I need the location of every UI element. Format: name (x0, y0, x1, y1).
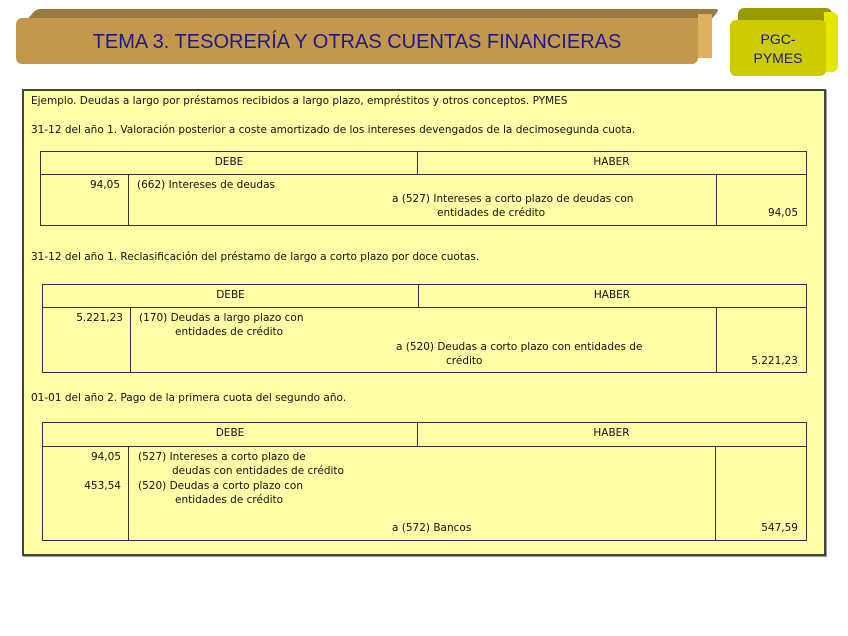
page-title: TEMA 3. TESORERÍA Y OTRAS CUENTAS FINANCIERAS (92, 31, 622, 53)
badge-label: PGC- PYMES (753, 31, 803, 66)
debit-account-cont: entidades de crédito (175, 326, 284, 338)
banner-side (698, 14, 712, 58)
haber-header: HABER (593, 156, 630, 168)
debit-amount: 453,54 (84, 480, 121, 492)
badge-side (824, 12, 838, 72)
debit-account: (520) Deudas a corto plazo con (138, 480, 303, 492)
credit-account-cont: entidades de crédito (437, 207, 546, 219)
debe-header: DEBE (215, 427, 245, 439)
debit-amount: 5.221,23 (76, 312, 123, 324)
debit-amount: 94,05 (90, 451, 121, 463)
debe-header: DEBE (216, 289, 245, 301)
entry-caption: 31-12 del año 1. Valoración posterior a coste amortizado de los intereses devengados de la decimosegunda cuota. (31, 124, 636, 136)
debit-account: (170) Deudas a largo plazo con (139, 312, 304, 324)
credit-amount: 547,59 (761, 522, 798, 534)
credit-account-cont: crédito (446, 355, 483, 367)
credit-account: a (520) Deudas a corto plazo con entidades de (396, 341, 643, 353)
debit-account: (662) Intereses de deudas (137, 179, 275, 191)
credit-account: a (527) Intereses a corto plazo de deudas con (392, 193, 634, 205)
intro-text: Ejemplo. Deudas a largo por préstamos recibidos a largo plazo, empréstitos y otros conceptos. PYMES (31, 95, 568, 107)
haber-header: HABER (593, 427, 630, 439)
entry-caption: 31-12 del año 1. Reclasificación del préstamo de largo a corto plazo por doce cuotas. (31, 251, 480, 263)
credit-amount: 94,05 (767, 207, 798, 219)
debit-account: (527) Intereses a corto plazo de (138, 451, 306, 463)
debe-header: DEBE (214, 156, 244, 168)
debit-account-cont: deudas con entidades de crédito (172, 465, 344, 477)
entry-caption: 01-01 del año 2. Pago de la primera cuota del segundo año. (31, 392, 347, 404)
journal-table (42, 284, 807, 373)
debit-account-cont: entidades de crédito (175, 494, 284, 506)
credit-amount: 5.221,23 (751, 355, 798, 367)
credit-account: a (572) Bancos (392, 522, 472, 534)
haber-header: HABER (593, 289, 631, 301)
debit-amount: 94,05 (89, 179, 120, 191)
